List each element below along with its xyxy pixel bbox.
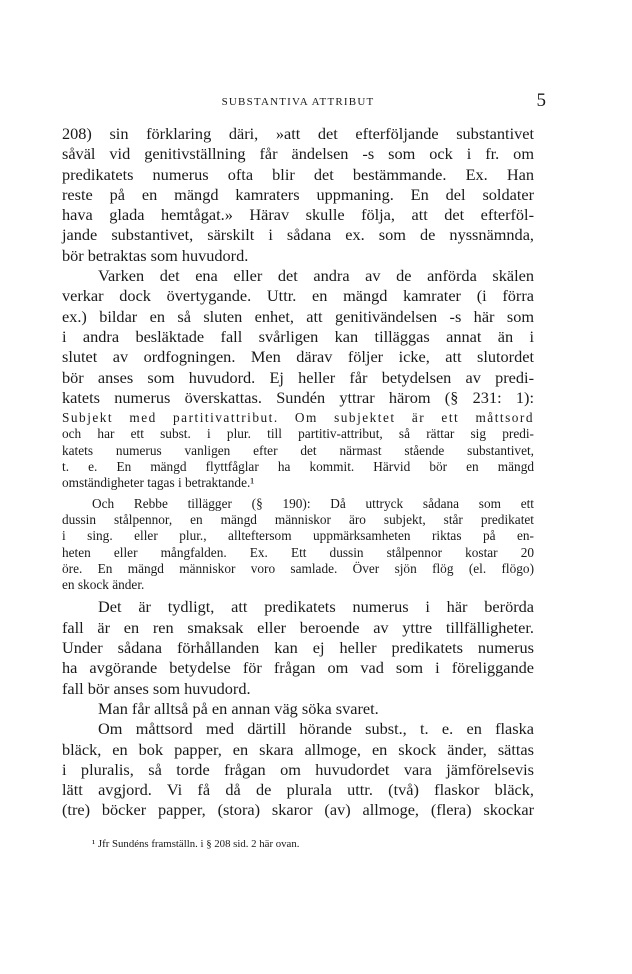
text-line: Varken det ena eller det andra av de anförda skälen [98, 266, 534, 286]
quote-line: Och Rebbe tillägger (§ 190): Då uttryck sådana som ett [92, 495, 534, 511]
text-line: Under sådana förhållanden kan ej heller predikatets numerus [62, 638, 534, 658]
text-line: Man får alltså på en annan väg söka svaret. [98, 698, 379, 718]
quote-line: heten eller mångfalden. Ex. Ett dussin stålpennor kostar 20 [62, 544, 534, 560]
quotation-rebbe [62, 496, 534, 594]
paragraph-3 [62, 597, 534, 698]
text-line: ha avgörande betydelse för frågan om vad som i föreliggande [62, 658, 534, 678]
quote-line: Subjekt med partitivattribut. Om subjektet är ett måttsord [62, 410, 534, 426]
text-line: katets numerus överskattas. Sundén yttrar härom (§ 231: 1): [62, 387, 534, 407]
quote-line: och har ett subst. i plur. till partitiv-attribut, så rättar sig predi- [62, 426, 534, 442]
quote-line: katets numerus vanligen efter det närmast stående substantivet, [62, 442, 534, 458]
paragraph-4 [62, 699, 534, 719]
quote-line: dussin stålpennor, en mängd människor äro subjekt, står predikatet [62, 511, 534, 527]
text-line: ex.) bildar en så sluten enhet, att genitivändelsen -s här som [62, 306, 534, 326]
paragraph-5 [62, 719, 534, 820]
quote-line: öre. En mängd människor voro samlade. Över sjön flög (el. flögo) [62, 560, 534, 576]
running-head [62, 90, 546, 114]
text-line: Om måttsord med därtill hörande subst., t. e. en flaska [98, 719, 534, 739]
quotation-sunden [62, 410, 534, 491]
text-line: reste på en mängd kamraters uppmaning. En del soldater [62, 184, 534, 204]
text-line: hava glada hemtågat.» Härav skulle följa, att det efterföl- [62, 205, 534, 225]
text-line: fall bör anses som huvudord. [62, 678, 251, 698]
paragraph-2 [62, 266, 534, 408]
text-line: predikatets numerus ofta blir det bestämmande. Ex. Han [62, 164, 534, 184]
quote-line: omständigheter tagas i betraktande.¹ [62, 475, 255, 491]
footnote: ¹ Jfr Sundéns framställn. i § 208 sid. 2 här ovan. [92, 838, 300, 850]
text-line: bör anses som huvudord. Ej heller får betydelsen av predi- [62, 367, 534, 387]
text-line: i andra besläktade fall svårligen kan tilläggas annat än i [62, 326, 534, 346]
body-text [62, 124, 534, 821]
quote-line: i sing. eller plur., allteftersom uppmärksamheten riktas på en- [62, 528, 534, 544]
book-page [62, 0, 546, 974]
text-line: verkar dock övertygande. Uttr. en mängd kamrater (i förra [62, 286, 534, 306]
quote-line: t. e. En mängd flyttfåglar ha kommit. Härvid bör en mängd [62, 459, 534, 475]
text-line: jande substantivet, särskilt i sådana ex. som de nyssnämnda, [62, 225, 534, 245]
text-line: 208) sin förklaring däri, »att det efterföljande substantivet [62, 124, 534, 143]
text-line: lätt avgjord. Vi få då de plurala uttr. (två) flaskor bläck, [62, 780, 534, 800]
text-line: slutet av ordfogningen. Men därav följer icke, att slutordet [62, 347, 534, 367]
text-line: (tre) böcker papper, (stora) skaror (av) allmoge, (flera) skockar [62, 800, 534, 820]
text-line: i pluralis, så torde frågan om huvudordet vara jämförelsevis [62, 759, 534, 779]
paragraph-1 [62, 124, 534, 266]
text-line: bör betraktas som huvudord. [62, 245, 249, 265]
text-line: såväl vid genitivställning får ändelsen -s som ock i fr. om [62, 144, 534, 164]
text-line: fall är en ren smaksak eller beroende av yttre tillfälligheter. [62, 617, 534, 637]
running-title: SUBSTANTIVA ATTRIBUT [221, 96, 375, 108]
text-line: bläck, en bok papper, en skara allmoge, en skock änder, sättas [62, 739, 534, 759]
page-number: 5 [536, 90, 546, 111]
text-line: Det är tydligt, att predikatets numerus i här berörda [98, 597, 534, 617]
quote-line: en skock änder. [62, 577, 145, 593]
